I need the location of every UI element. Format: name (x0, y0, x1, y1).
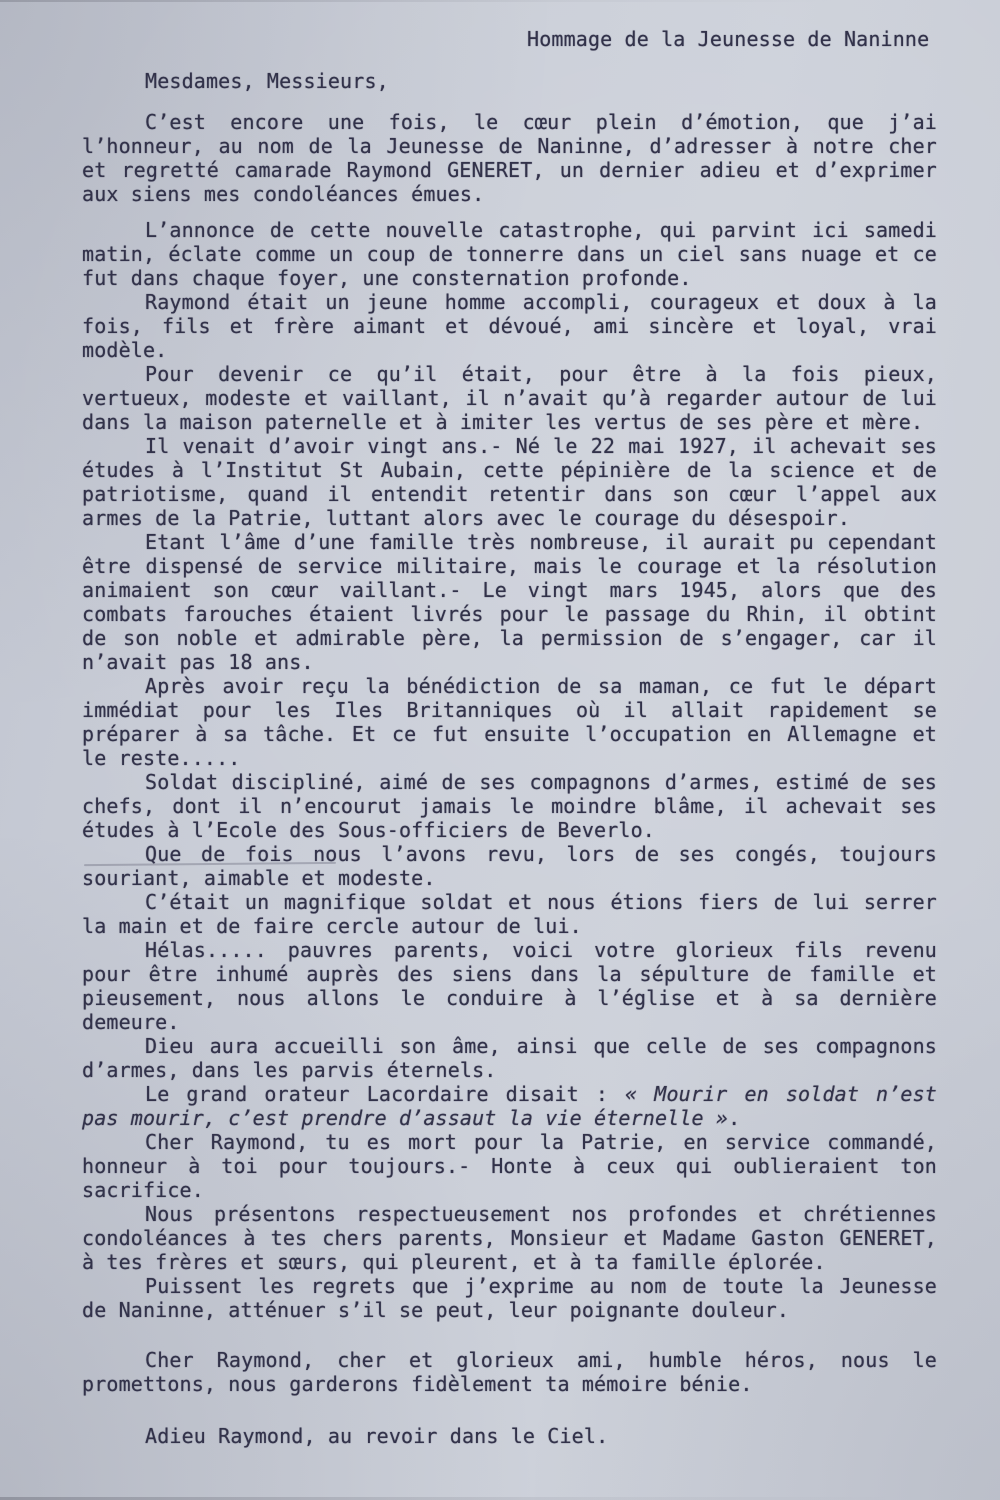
text-line (82, 770, 937, 794)
text-line (82, 1250, 937, 1274)
typed-text: Etant l’âme d’une famille très nombreuse, il aurait pu cependant (145, 530, 937, 554)
typed-text: armes de la Patrie, luttant alors avec le courage du désespoir. (82, 506, 851, 530)
text-line (82, 1424, 937, 1448)
text-line (82, 1274, 937, 1298)
paragraph (82, 890, 937, 938)
typed-text: dans la maison paternelle et à imiter les vertus de ses père et mère. (82, 410, 924, 434)
typed-text: Il venait d’avoir vingt ans.- Né le 22 mai 1927, il achevait ses (145, 434, 937, 458)
typed-text: le reste..... (82, 746, 241, 770)
text-line (82, 386, 937, 410)
typed-text: la main et de faire cercle autour de lui. (82, 914, 582, 938)
paragraph (82, 1202, 937, 1274)
paragraph (82, 1034, 937, 1082)
text-line (82, 158, 937, 182)
text-line (82, 530, 937, 554)
text-line (82, 314, 937, 338)
text-line (82, 938, 937, 962)
typed-text: condoléances à tes chers parents, Monsieur et Madame Gaston GENERET, (82, 1226, 937, 1250)
paragraph (82, 1082, 937, 1130)
typed-text: C’était un magnifique soldat et nous étions fiers de lui serrer (145, 890, 937, 914)
text-line (82, 1298, 937, 1322)
text-line (82, 218, 937, 242)
typed-text: fut dans chaque foyer, une consternation profonde. (82, 266, 692, 290)
text-line (82, 866, 937, 890)
text-line (82, 722, 937, 746)
typed-text: pour être inhumé auprès des siens dans la sépulture de famille et (82, 962, 937, 986)
text-line (82, 410, 937, 434)
text-line (82, 1034, 937, 1058)
text-line (82, 626, 937, 650)
paragraph (82, 110, 937, 206)
typed-text: Que de fois nous l’avons revu, lors de ses congés, toujours (145, 842, 937, 866)
typed-text: L’annonce de cette nouvelle catastrophe, qui parvint ici samedi (145, 218, 937, 242)
text-line (82, 182, 937, 206)
text-line (82, 506, 937, 530)
text-line (82, 1058, 937, 1082)
paragraph (82, 1424, 937, 1448)
typed-text: préparer à sa tâche. Et ce fut ensuite l’occupation en Allemagne et (82, 722, 937, 746)
text-line (82, 554, 937, 578)
text-line (82, 1372, 937, 1396)
typed-text: immédiat pour les Iles Britanniques où il allait rapidement se (82, 698, 937, 722)
typed-text: n’avait pas 18 ans. (82, 650, 314, 674)
quoted-italic-text: « Mourir en soldat n’est (625, 1082, 937, 1106)
text-line (82, 1178, 937, 1202)
typed-text: Nous présentons respectueusement nos profondes et chrétiennes (145, 1202, 937, 1226)
typed-text: d’armes, dans les parvis éternels. (82, 1058, 497, 1082)
text-line (82, 794, 937, 818)
typed-text: Raymond était un jeune homme accompli, courageux et doux à la (145, 290, 937, 314)
text-line (82, 1226, 937, 1250)
typed-text: chefs, dont il n’encourut jamais le moindre blâme, il achevait ses (82, 794, 937, 818)
text-line (82, 242, 937, 266)
text-line (82, 746, 937, 770)
paragraph (82, 290, 937, 362)
text-line (82, 962, 937, 986)
typed-text: Après avoir reçu la bénédiction de sa maman, ce fut le départ (145, 674, 937, 698)
paragraph (82, 842, 937, 890)
typed-text: fois, fils et frère aimant et dévoué, ami sincère et loyal, vrai (82, 314, 937, 338)
text-line (82, 602, 937, 626)
paragraph (82, 362, 937, 434)
typed-text: Cher Raymond, cher et glorieux ami, humble héros, nous le (145, 1348, 937, 1372)
typed-text: Adieu Raymond, au revoir dans le Ciel. (145, 1424, 609, 1448)
text-line (82, 434, 937, 458)
text-line (82, 362, 937, 386)
typed-text: pieusement, nous allons le conduire à l’église et à sa dernière (82, 986, 937, 1010)
text-line (82, 338, 937, 362)
typed-text: à tes frères et sœurs, qui pleurent, et à ta famille éplorée. (82, 1250, 826, 1274)
typed-text: de Naninne, atténuer s’il se peut, leur poignante douleur. (82, 1298, 790, 1322)
typed-text: études à l’Ecole des Sous-officiers de Beverlo. (82, 818, 655, 842)
text-line (82, 110, 937, 134)
typed-text: études à l’Institut St Aubain, cette pépinière de la science et de (82, 458, 937, 482)
paragraph (82, 1348, 937, 1396)
typed-text: aux siens mes condoléances émues. (82, 182, 485, 206)
text-line (82, 1106, 937, 1130)
text-line (82, 134, 937, 158)
typed-text: Pour devenir ce qu’il était, pour être à la fois pieux, (145, 362, 937, 386)
typed-text: honneur à toi pour toujours.- Honte à ceux qui oublieraient ton (82, 1154, 937, 1178)
paragraph (82, 1274, 937, 1322)
typed-text: animaient son cœur vaillant.- Le vingt mars 1945, alors que des (82, 578, 937, 602)
typed-text: patriotisme, quand il entendit retentir dans son cœur l’appel aux (82, 482, 937, 506)
text-line (82, 458, 937, 482)
text-line (82, 818, 937, 842)
photo-top-edge (0, 0, 1000, 2)
typed-text: souriant, aimable et modeste. (82, 866, 436, 890)
text-line (82, 1348, 937, 1372)
paragraph (82, 434, 937, 530)
text-line (82, 890, 937, 914)
typed-text: . (728, 1106, 741, 1130)
text-line (82, 266, 937, 290)
text-line (82, 578, 937, 602)
document-body (82, 110, 937, 1448)
text-line (82, 1154, 937, 1178)
paragraph (82, 938, 937, 1034)
typed-text: Cher Raymond, tu es mort pour la Patrie, en service commandé, (145, 1130, 937, 1154)
paragraph (82, 1130, 937, 1202)
typed-text: combats farouches étaient livrés pour le passage du Rhin, il obtint (82, 602, 937, 626)
typed-text: modèle. (82, 338, 168, 362)
typed-text: l’honneur, au nom de la Jeunesse de Naninne, d’adresser à notre cher (82, 134, 937, 158)
typed-text: sacrifice. (82, 1178, 204, 1202)
typed-text: matin, éclate comme un coup de tonnerre dans un ciel sans nuage et ce (82, 242, 937, 266)
text-line (82, 674, 937, 698)
typed-text: vertueux, modeste et vaillant, il n’avait qu’à regarder autour de lui (82, 386, 937, 410)
text-line (82, 698, 937, 722)
typed-text: Puissent les regrets que j’exprime au nom de toute la Jeunesse (145, 1274, 937, 1298)
text-line (82, 290, 937, 314)
typed-text: Hélas..... pauvres parents, voici votre glorieux fils revenu (145, 938, 937, 962)
typed-text: C’est encore une fois, le cœur plein d’émotion, que j’ai (145, 110, 937, 134)
typed-text: demeure. (82, 1010, 180, 1034)
typed-text: et regretté camarade Raymond GENERET, un dernier adieu et d’exprimer (82, 158, 937, 182)
paragraph (82, 218, 937, 290)
paragraph (82, 530, 937, 674)
paragraph (82, 674, 937, 770)
text-line (82, 914, 937, 938)
typed-text: être dispensé de service militaire, mais le courage et la résolution (82, 554, 937, 578)
typed-text: promettons, nous garderons fidèlement ta mémoire bénie. (82, 1372, 753, 1396)
salutation: Mesdames, Messieurs, (145, 69, 389, 93)
typed-text: de son noble et admirable père, la permission de s’engager, car il (82, 626, 937, 650)
text-line (82, 482, 937, 506)
typed-text: Dieu aura accueilli son âme, ainsi que celle de ses compagnons (145, 1034, 937, 1058)
page-header-title: Hommage de la Jeunesse de Naninne (527, 27, 930, 51)
text-line (82, 1130, 937, 1154)
typed-text: Soldat discipliné, aimé de ses compagnons d’armes, estimé de ses (145, 770, 937, 794)
paragraph (82, 770, 937, 842)
text-line (82, 1082, 937, 1106)
text-line (82, 1202, 937, 1226)
quoted-italic-text: pas mourir, c’est prendre d’assaut la vie éternelle » (82, 1106, 729, 1130)
typed-text: Le grand orateur Lacordaire disait : (145, 1082, 626, 1106)
text-line (82, 986, 937, 1010)
text-line (82, 1010, 937, 1034)
text-line (82, 650, 937, 674)
